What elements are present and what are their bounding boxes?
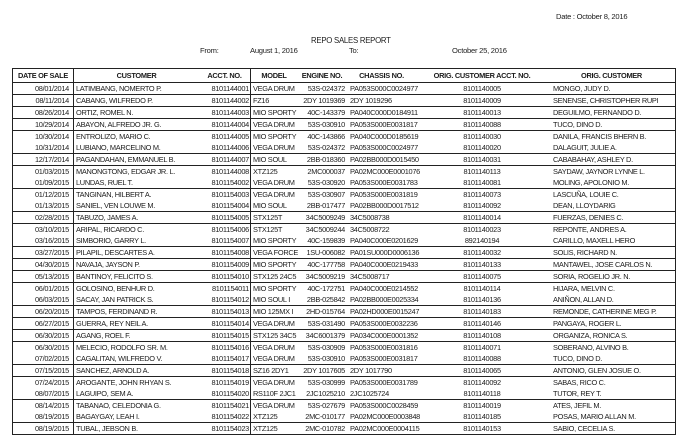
cell-engine-no: 53S-030910 — [297, 353, 347, 365]
cell-model: MIO SOUL — [251, 200, 298, 212]
cell-chassis-no: PA02BB000E0025334 — [347, 294, 416, 306]
cell-customer: MELECIO, RODOLFO SR. M. — [76, 343, 168, 352]
cell-orig-acct-no: 892140194 — [416, 235, 548, 247]
table-row — [13, 411, 676, 423]
cell-model: STX125 24C5 — [251, 271, 298, 283]
cell-orig-acct-no: 8101140065 — [416, 365, 548, 377]
cell-chassis-no: 34C5008738 — [347, 212, 416, 224]
cell-orig-customer: ORGANIZA, RONICA S. — [548, 330, 676, 342]
cell-chassis-no: PA02HD000E0015247 — [347, 306, 416, 318]
cell-orig-acct-no: 8101140136 — [416, 294, 548, 306]
cell-date-of-sale: 03/27/2015 — [13, 247, 74, 259]
cell-model: XTZ125 — [251, 423, 298, 435]
cell-orig-acct-no: 8101140020 — [416, 142, 548, 154]
cell-chassis-no: PA040C000E0201629 — [347, 235, 416, 247]
cell-orig-acct-no: 8101140075 — [416, 271, 548, 283]
col-header-model: MODEL — [251, 69, 298, 83]
cell-acct-no: 8101154017 — [199, 353, 251, 365]
cell-acct-no: 8101154008 — [199, 247, 251, 259]
cell-chassis-no: PA02MC000E0003848 — [347, 411, 416, 423]
cell-acct-no: 8101154009 — [199, 259, 251, 271]
cell-orig-acct-no: 8101140005 — [416, 83, 548, 95]
cell-acct-no: 8101154012 — [199, 294, 251, 306]
cell-date-of-sale: 08/19/2015 — [13, 411, 74, 423]
cell-chassis-no: PA053S000E0031816 — [350, 343, 418, 352]
cell-chassis-no: PA02BB000D0015450 — [347, 154, 416, 166]
cell-acct-no: 8101154013 — [199, 306, 251, 318]
cell-model: MIO SPORTY — [251, 107, 298, 119]
cell-model: RS110F 2JC1 — [251, 388, 298, 400]
cell-model: VEGA DRUM — [253, 378, 295, 387]
cell-engine-no: 40C-172751 — [307, 284, 345, 293]
cell-customer: AROGANTE, JOHN RHYAN S. — [76, 378, 172, 387]
cell-acct-no: 8101154006 — [199, 224, 251, 236]
table-row — [13, 342, 676, 354]
cell-orig-acct-no: 8101140118 — [416, 388, 548, 400]
col-header-orig-customer: ORIG. CUSTOMER — [548, 69, 676, 83]
cell-customer: SACAY, JAN PATRICK S. — [74, 294, 200, 306]
cell-chassis-no: PA053S000E0031783 — [347, 177, 416, 189]
table-row — [13, 247, 676, 259]
table-row — [13, 400, 676, 412]
cell-customer: LAGUIPO, SEM A. — [74, 388, 200, 400]
cell-chassis-no: PA034C000E0001352 — [347, 330, 416, 342]
table-row — [13, 283, 676, 295]
cell-acct-no: 8101154004 — [199, 200, 251, 212]
cell-chassis-no: PA02MC000E0004115 — [347, 423, 416, 435]
cell-model: FZ16 — [251, 95, 298, 107]
cell-orig-customer: DANILA, FRANCIS BHERN B. — [548, 131, 676, 143]
from-label: From: — [200, 46, 219, 55]
cell-orig-acct-no: 8101140185 — [416, 411, 548, 423]
cell-orig-acct-no: 8101140019 — [463, 401, 501, 410]
cell-customer: BAGAYGAY, LEAH I. — [74, 411, 200, 423]
cell-engine-no: 40C-159839 — [297, 235, 347, 247]
cell-engine-no: 34C5009244 — [305, 225, 345, 234]
cell-engine-no: 34C5009219 — [297, 271, 347, 283]
report-date: Date : October 8, 2016 — [556, 12, 628, 21]
cell-orig-customer: ANIÑON, ALLAN D. — [548, 294, 676, 306]
cell-model: VEGA DRUM — [251, 119, 298, 131]
cell-orig-acct-no: 8101140114 — [463, 284, 501, 293]
col-header-engine-no: ENGINE NO. — [297, 69, 347, 83]
cell-date-of-sale: 12/17/2014 — [13, 154, 74, 166]
cell-engine-no: 40C-143379 — [297, 107, 347, 119]
cell-engine-no: 53S-030907 — [307, 190, 345, 199]
cell-model: MIO SPORTY — [253, 132, 297, 141]
cell-date-of-sale: 01/12/2015 — [13, 189, 74, 201]
cell-date-of-sale: 06/27/2015 — [13, 318, 74, 330]
to-date: October 25, 2016 — [452, 46, 507, 55]
cell-orig-acct-no: 8101140092 — [463, 378, 501, 387]
cell-engine-no: 2MC000037 — [307, 167, 345, 176]
cell-chassis-no: PA053S000E0031817 — [347, 353, 416, 365]
cell-orig-customer: HIJARA, MELVIN C. — [548, 283, 676, 295]
cell-acct-no: 8101154022 — [199, 411, 251, 423]
cell-orig-customer: SABAS, RICO C. — [548, 377, 676, 389]
table-row — [13, 107, 676, 119]
cell-date-of-sale: 06/30/2015 — [13, 330, 74, 342]
cell-chassis-no: 2JC1025724 — [347, 388, 416, 400]
cell-chassis-no: PA053S000E0031817 — [347, 119, 416, 131]
cell-chassis-no: 34C5008722 — [350, 225, 390, 234]
cell-engine-no: 2BB-018360 — [297, 154, 347, 166]
cell-date-of-sale: 01/13/2015 — [13, 200, 74, 212]
cell-model: XTZ125 — [251, 411, 298, 423]
cell-customer: CAGALITAN, WILFREDO V. — [74, 353, 200, 365]
table-row — [13, 177, 676, 189]
cell-model: SZ16 2DY1 — [251, 365, 298, 377]
cell-customer: ARIPAL, RICARDO C. — [76, 225, 144, 234]
cell-customer: GUERRA, REY NEIL A. — [74, 318, 200, 330]
cell-chassis-no: PA053S000E0031819 — [350, 190, 418, 199]
cell-acct-no: 8101144004 — [199, 119, 251, 131]
report-title: REPO SALES REPORT — [311, 36, 391, 45]
cell-date-of-sale: 06/30/2015 — [13, 342, 74, 354]
cell-acct-no: 8101154016 — [199, 342, 251, 354]
cell-customer: NAVAJA, JAYSON P. — [74, 259, 200, 271]
table-row — [13, 306, 676, 318]
cell-customer: TABANAO, CELEDONIA G. — [76, 401, 161, 410]
table-row — [13, 224, 676, 236]
cell-engine-no: 53S-024372 — [297, 142, 347, 154]
cell-engine-no: 2DY 1019369 — [297, 95, 347, 107]
table-body — [13, 83, 676, 435]
cell-model: MIO SPORTY — [251, 259, 298, 271]
cell-date-of-sale: 08/26/2014 — [13, 107, 74, 119]
cell-acct-no: 8101154010 — [199, 271, 251, 283]
cell-chassis-no: PA053S000E0031789 — [350, 378, 418, 387]
cell-orig-customer: PANGAYA, ROGER L. — [548, 318, 676, 330]
cell-customer: TANGINAN, HILBERT A. — [76, 190, 152, 199]
cell-model: STX125 34C5 — [251, 330, 298, 342]
cell-customer: SIMBORIO, GARRY L. — [74, 235, 200, 247]
cell-engine-no: 2MC-010782 — [297, 423, 347, 435]
cell-date-of-sale: 06/03/2015 — [13, 294, 74, 306]
cell-orig-customer: SENENSE, CHRISTOPHER RUPI — [548, 95, 676, 107]
cell-model: STX125T — [253, 225, 283, 234]
cell-customer: PAGANDAHAN, EMMANUEL B. — [74, 154, 200, 166]
cell-engine-no: 2BB-017477 — [297, 200, 347, 212]
cell-engine-no: 1SU-006082 — [297, 247, 347, 259]
cell-model: VEGA DRUM — [253, 343, 295, 352]
cell-customer: TABUZO, JAMES A. — [74, 212, 200, 224]
cell-engine-no: 53S-030909 — [307, 343, 345, 352]
cell-customer: AGANG, ROEL F. — [74, 330, 200, 342]
cell-acct-no: 8101154003 — [199, 189, 251, 201]
cell-orig-customer: DEAN, LLOYDARIG — [548, 200, 676, 212]
col-header-chassis-no: CHASSIS NO. — [347, 69, 416, 83]
cell-date-of-sale: 08/11/2014 — [13, 95, 74, 107]
cell-chassis-no: PA040C000E0214552 — [350, 284, 418, 293]
cell-acct-no: 8101144006 — [199, 142, 251, 154]
cell-customer: MANONGTONG, EDGAR JR. L. — [76, 167, 176, 176]
cell-acct-no: 8101144008 — [199, 166, 251, 178]
col-header-customer: CUSTOMER — [74, 69, 200, 83]
cell-orig-acct-no: 8101140088 — [416, 353, 548, 365]
cell-orig-acct-no: 8101140146 — [416, 318, 548, 330]
cell-date-of-sale: 05/13/2015 — [13, 271, 74, 283]
cell-engine-no: 2MC-010177 — [297, 411, 347, 423]
cell-date-of-sale: 01/09/2015 — [13, 177, 74, 189]
cell-orig-customer: ANTONIO, GLEN JOSUE O. — [548, 365, 676, 377]
cell-chassis-no: PA053S000C0024977 — [347, 142, 416, 154]
cell-date-of-sale: 03/10/2015 — [13, 224, 74, 236]
cell-orig-customer: MANTAWEL, JOSE CARLOS N. — [548, 259, 676, 271]
cell-orig-acct-no: 8101140092 — [416, 200, 548, 212]
cell-acct-no: 8101154005 — [199, 212, 251, 224]
cell-chassis-no: PA053S000C0024977 — [347, 83, 416, 95]
table-row — [13, 95, 676, 107]
cell-customer: TAMPOS, FERDINAND R. — [74, 306, 200, 318]
cell-date-of-sale: 07/02/2015 — [13, 353, 74, 365]
cell-engine-no: 53S-030920 — [297, 177, 347, 189]
cell-orig-customer: SAYDAW, JAYNOR LYNNE L. — [548, 166, 676, 178]
cell-customer: TUBAL, JEBSON B. — [74, 423, 200, 435]
cell-orig-customer: LASCUÑA, LOUIE C. — [548, 189, 676, 201]
cell-acct-no: 8101154011 — [199, 283, 251, 295]
cell-chassis-no: PA053S000C0028459 — [350, 401, 418, 410]
cell-model: XTZ125 — [253, 167, 278, 176]
cell-chassis-no: PA02MC000E0001076 — [350, 167, 420, 176]
cell-date-of-sale: 10/31/2014 — [13, 142, 74, 154]
cell-engine-no: 34C5009249 — [297, 212, 347, 224]
table-row — [13, 330, 676, 342]
cell-orig-customer: MONGO, JUDY D. — [548, 83, 676, 95]
cell-orig-customer: SORIA, ROGELIO JR. N. — [548, 271, 676, 283]
table-row — [13, 423, 676, 435]
cell-orig-customer: CABABAHAY, ASHLEY D. — [548, 154, 676, 166]
table-row — [13, 235, 676, 247]
cell-date-of-sale: 08/01/2014 — [13, 83, 74, 95]
table-row — [13, 166, 676, 178]
cell-orig-customer: ATES, JEFIL M. — [548, 400, 676, 412]
cell-orig-customer: SABIO, CECELIA S. — [548, 423, 676, 435]
cell-orig-customer: DEGUILMO, FERNANDO D. — [548, 107, 676, 119]
cell-orig-customer: MOLING, APOLONIO M. — [548, 177, 676, 189]
cell-orig-acct-no: 8101140014 — [416, 212, 548, 224]
cell-model: MIO SOUL I — [251, 294, 298, 306]
cell-date-of-sale: 06/01/2015 — [13, 283, 74, 295]
cell-orig-customer: POSAS, MARIO ALLAN M. — [548, 411, 676, 423]
table-header-row — [13, 69, 676, 83]
cell-date-of-sale: 08/07/2015 — [13, 388, 74, 400]
cell-acct-no: 8101154014 — [199, 318, 251, 330]
repo-sales-table — [12, 68, 676, 435]
cell-chassis-no: PA01SU000D0006136 — [347, 247, 416, 259]
cell-orig-customer: TUCO, DINO D. — [548, 353, 676, 365]
cell-model: VEGA DRUM — [251, 177, 298, 189]
cell-orig-acct-no: 8101140153 — [416, 423, 548, 435]
cell-acct-no: 8101144007 — [199, 154, 251, 166]
cell-customer: GOLOSINO, BENHUR D. — [76, 284, 155, 293]
cell-acct-no: 8101154018 — [199, 365, 251, 377]
cell-orig-customer: CARILLO, MAXELL HERO — [548, 235, 676, 247]
cell-model: MIO SOUL — [251, 154, 298, 166]
cell-engine-no: 40C-177758 — [297, 259, 347, 271]
table-row — [13, 131, 676, 143]
cell-customer: ENTROLIZO, MARIO C. — [76, 132, 151, 141]
cell-date-of-sale: 07/24/2015 — [13, 377, 74, 389]
cell-orig-acct-no: 8101140133 — [416, 259, 548, 271]
table-row — [13, 142, 676, 154]
cell-orig-customer: TUCO, DINO D. — [548, 119, 676, 131]
cell-engine-no: 34C6001379 — [297, 330, 347, 342]
cell-chassis-no: PA040C000D0184911 — [347, 107, 416, 119]
cell-date-of-sale: 06/20/2015 — [13, 306, 74, 318]
cell-chassis-no: PA040C000E0219433 — [347, 259, 416, 271]
cell-orig-acct-no: 8101140031 — [416, 154, 548, 166]
cell-date-of-sale: 04/30/2015 — [13, 259, 74, 271]
cell-customer: LUNDAS, RUEL T. — [74, 177, 200, 189]
cell-customer: CABANG, WILFREDO P. — [74, 95, 200, 107]
cell-engine-no: 53S-030999 — [307, 378, 345, 387]
cell-orig-acct-no: 8101140009 — [416, 95, 548, 107]
cell-chassis-no: PA040C000D0185619 — [350, 132, 419, 141]
cell-orig-customer: TUTOR, REY T. — [548, 388, 676, 400]
cell-date-of-sale: 10/30/2014 — [13, 131, 74, 143]
col-header-acct-no: ACCT. NO. — [199, 69, 251, 83]
cell-acct-no: 8101154020 — [199, 388, 251, 400]
cell-acct-no: 8101154019 — [199, 377, 251, 389]
to-label: To: — [349, 46, 359, 55]
cell-model: VEGA DRUM — [253, 190, 295, 199]
cell-chassis-no: 34C5008717 — [347, 271, 416, 283]
cell-model: MIO SPORTY — [251, 235, 298, 247]
cell-model: VEGA DRUM — [251, 353, 298, 365]
cell-model: STX125T — [251, 212, 298, 224]
table-row — [13, 377, 676, 389]
cell-engine-no: 53S-027679 — [307, 401, 345, 410]
cell-engine-no: 53S-031490 — [297, 318, 347, 330]
cell-acct-no: 8101144005 — [199, 131, 251, 143]
cell-model: VEGA DRUM — [253, 401, 295, 410]
cell-orig-customer: SOBERANO, ALVINO B. — [548, 342, 676, 354]
table-row — [13, 365, 676, 377]
cell-date-of-sale: 08/14/2015 — [13, 400, 74, 412]
cell-orig-acct-no: 8101140183 — [416, 306, 548, 318]
cell-customer: ABAYON, ALFREDO JR. G. — [74, 119, 200, 131]
cell-orig-acct-no: 8101140088 — [416, 119, 548, 131]
cell-date-of-sale: 08/19/2015 — [13, 423, 74, 435]
cell-model: VEGA FORCE — [251, 247, 298, 259]
col-header-date-of-sale: DATE OF SALE — [13, 69, 74, 83]
cell-customer: LUBIANO, MARCELINO M. — [74, 142, 200, 154]
table-row — [13, 294, 676, 306]
cell-customer: SANIEL, VEN LOUWE M. — [74, 200, 200, 212]
cell-engine-no: 2JC1025210 — [297, 388, 347, 400]
from-date: August 1, 2016 — [250, 46, 298, 55]
cell-orig-acct-no: 8101140032 — [416, 247, 548, 259]
cell-acct-no: 8101154015 — [199, 330, 251, 342]
cell-orig-acct-no: 8101140113 — [463, 167, 501, 176]
cell-model: MIO 125MX I — [251, 306, 298, 318]
cell-customer: PILAPIL, DESCARTES A. — [74, 247, 200, 259]
table-row — [13, 200, 676, 212]
table-row — [13, 212, 676, 224]
cell-acct-no: 8101154023 — [199, 423, 251, 435]
table-row — [13, 83, 676, 95]
cell-acct-no: 8101154007 — [199, 235, 251, 247]
table-row — [13, 318, 676, 330]
cell-engine-no: 40C-143866 — [307, 132, 345, 141]
table-row — [13, 353, 676, 365]
cell-customer: ORTIZ, ROMEL N. — [74, 107, 200, 119]
cell-customer: BANTINOY, FELICITO S. — [74, 271, 200, 283]
cell-acct-no: 8101144003 — [199, 107, 251, 119]
cell-orig-customer: REPONTE, ANDRES A. — [548, 224, 676, 236]
cell-date-of-sale: 10/29/2014 — [13, 119, 74, 131]
cell-date-of-sale: 01/03/2015 — [13, 166, 74, 178]
table-row — [13, 271, 676, 283]
cell-model: MIO SPORTY — [253, 284, 297, 293]
table-row — [13, 119, 676, 131]
cell-chassis-no: PA053S000E0032236 — [347, 318, 416, 330]
table-row — [13, 154, 676, 166]
cell-orig-customer: SOLIS, RICHARD N. — [548, 247, 676, 259]
cell-model: VEGA DRUM — [251, 142, 298, 154]
table-row — [13, 259, 676, 271]
cell-acct-no: 8101154021 — [199, 400, 251, 412]
cell-orig-acct-no: 8101140108 — [416, 330, 548, 342]
cell-orig-customer: DALAGUIT, JULIE A. — [548, 142, 676, 154]
cell-acct-no: 8101154002 — [199, 177, 251, 189]
table-row — [13, 189, 676, 201]
cell-model: VEGA DRUM — [251, 318, 298, 330]
cell-orig-acct-no: 8101140071 — [463, 343, 501, 352]
cell-engine-no: 2BB-025842 — [297, 294, 347, 306]
cell-acct-no: 8101144001 — [199, 83, 251, 95]
table-row — [13, 388, 676, 400]
cell-engine-no: 2DY 1017605 — [297, 365, 347, 377]
cell-customer: SANCHEZ, ARNOLD A. — [74, 365, 200, 377]
cell-date-of-sale: 07/15/2015 — [13, 365, 74, 377]
cell-orig-acct-no: 8101140023 — [463, 225, 501, 234]
cell-chassis-no: 2DY 1017790 — [347, 365, 416, 377]
cell-model: VEGA DRUM — [251, 83, 298, 95]
cell-chassis-no: PA02BB000D0017512 — [347, 200, 416, 212]
cell-date-of-sale: 02/28/2015 — [13, 212, 74, 224]
cell-orig-acct-no: 8101140081 — [416, 177, 548, 189]
cell-chassis-no: 2DY 1019296 — [347, 95, 416, 107]
cell-date-of-sale: 03/16/2015 — [13, 235, 74, 247]
cell-orig-acct-no: 8101140030 — [463, 132, 501, 141]
cell-orig-acct-no: 8101140073 — [463, 190, 501, 199]
cell-orig-customer: FUERZAS, DENIES C. — [548, 212, 676, 224]
cell-orig-acct-no: 8101140013 — [416, 107, 548, 119]
cell-acct-no: 8101144002 — [199, 95, 251, 107]
cell-engine-no: 53S-024372 — [297, 83, 347, 95]
cell-engine-no: 2HD-015764 — [297, 306, 347, 318]
cell-orig-customer: REMONDE, CATHERINE MEG P. — [548, 306, 676, 318]
cell-engine-no: 53S-030910 — [297, 119, 347, 131]
cell-customer: LATIMBANG, NOMERTO P. — [74, 83, 200, 95]
col-header-orig-customer-acct-no: ORIG. CUSTOMER ACCT. NO. — [416, 69, 548, 83]
